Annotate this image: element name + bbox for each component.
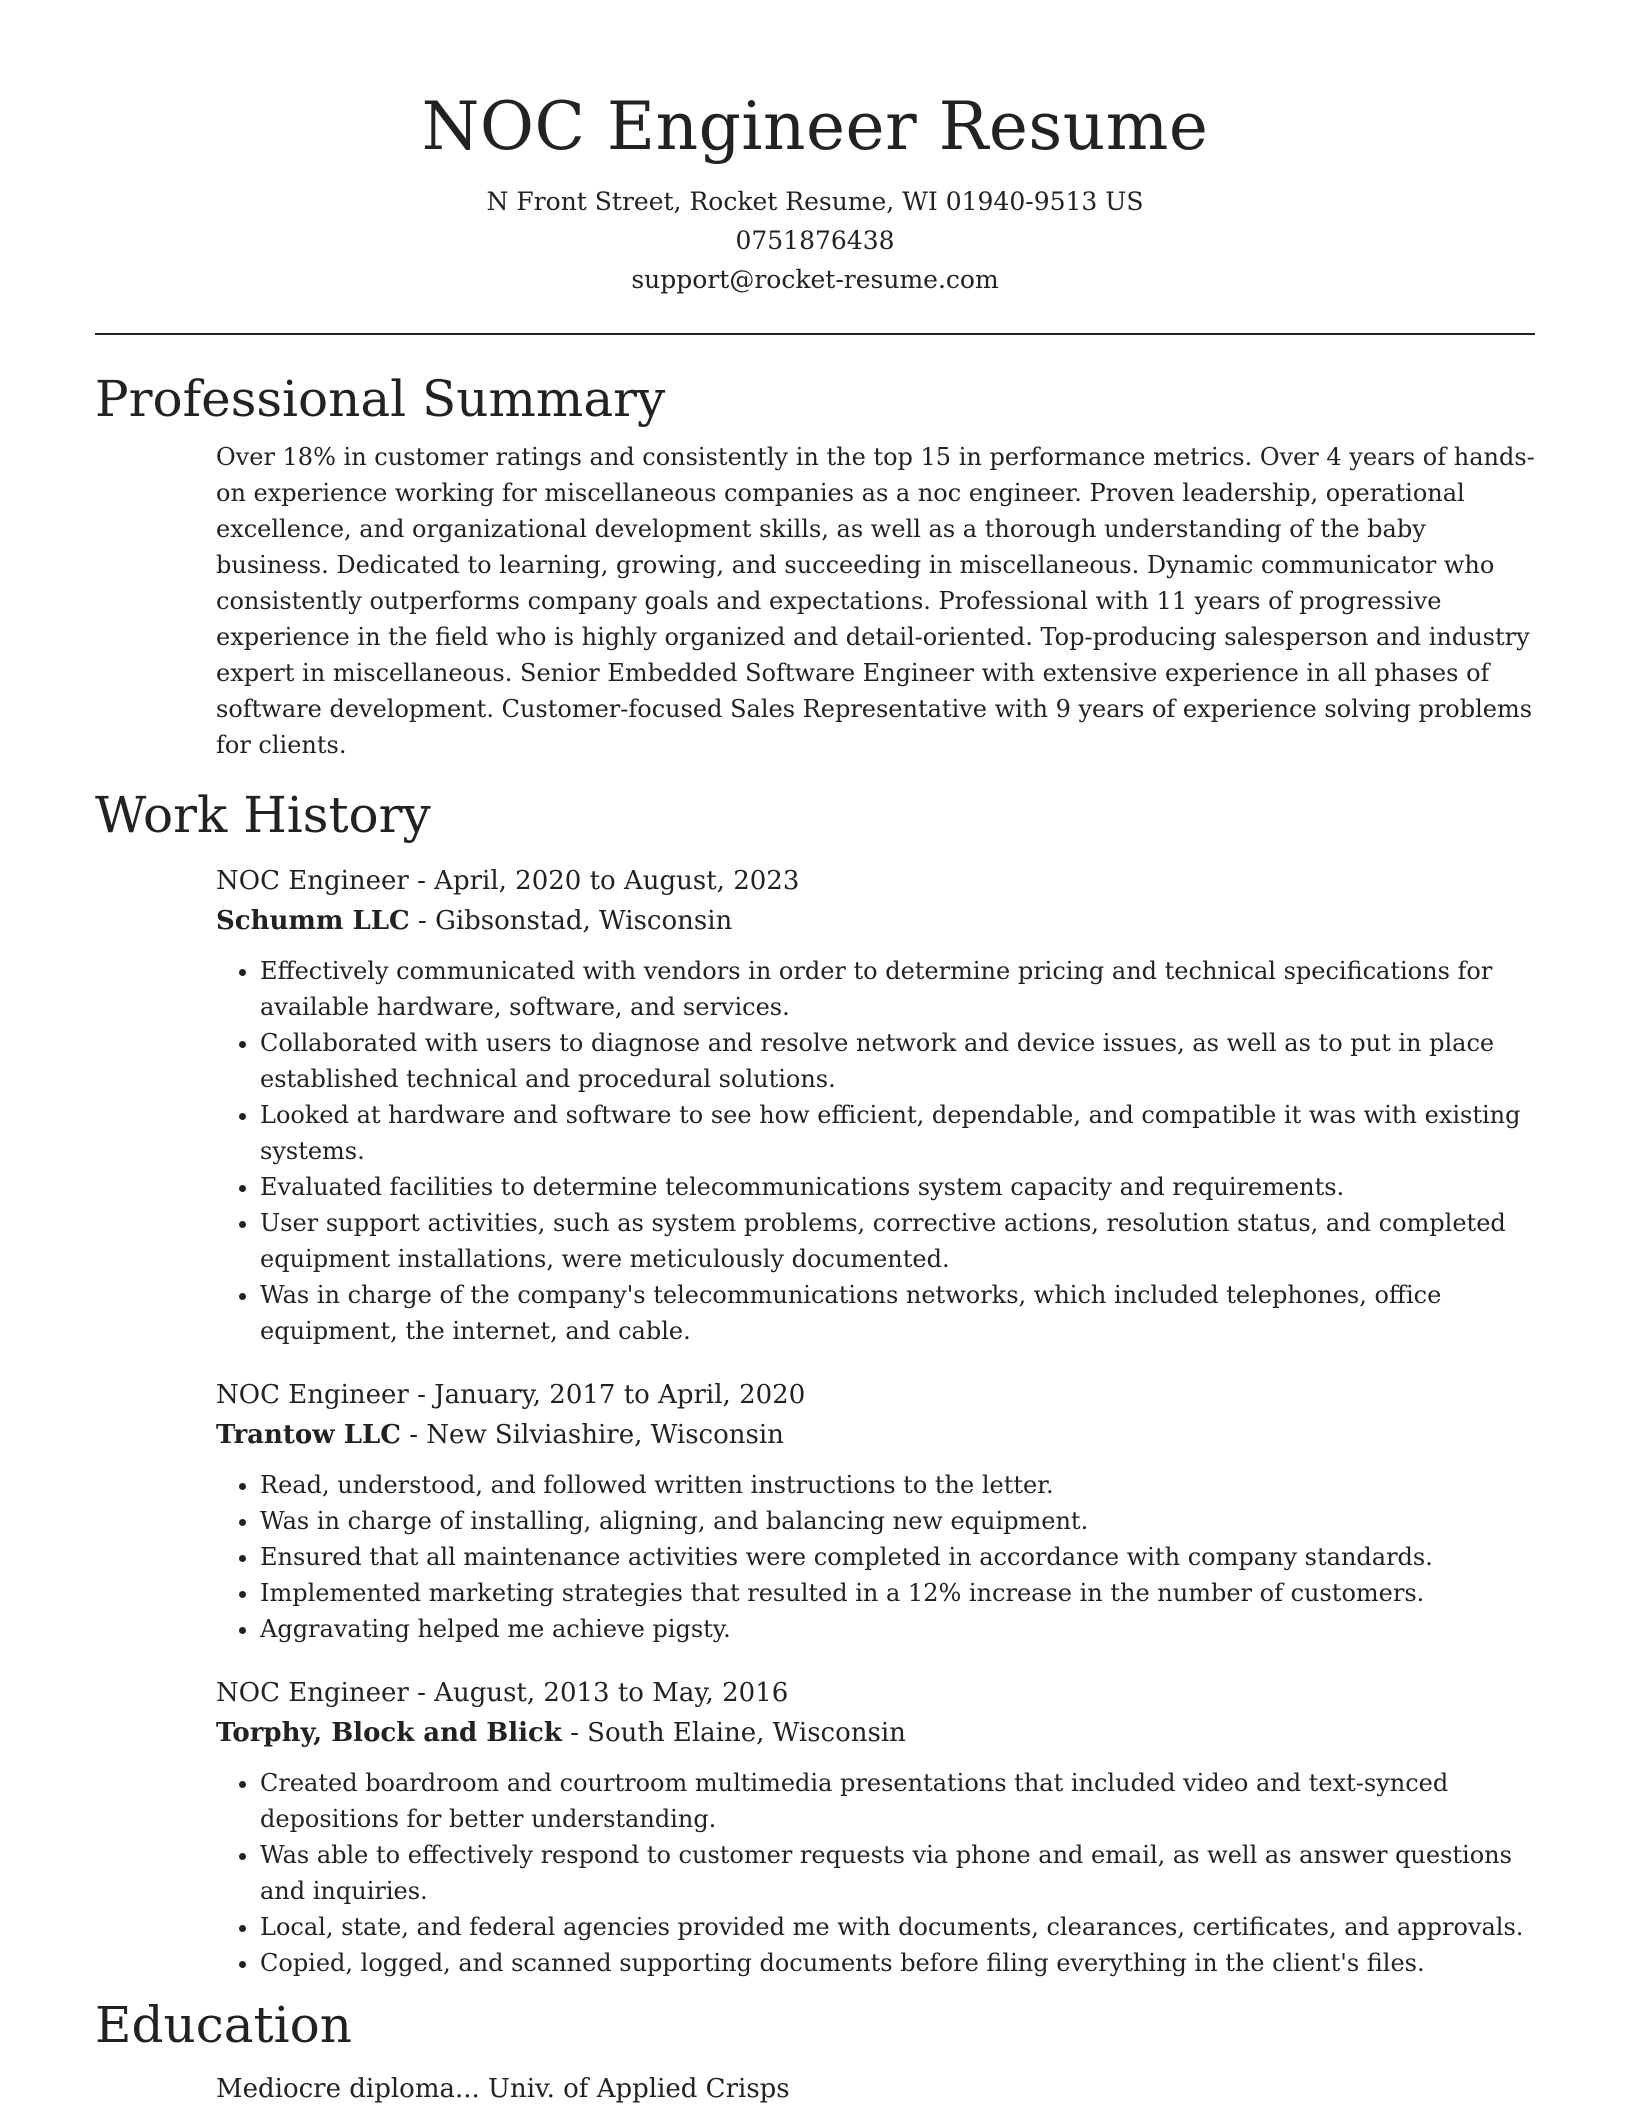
job-bullet: • Created boardroom and courtroom multimedia presentations that included video and text-synced depositions for better understanding. (260, 1765, 1535, 1837)
job-bullet: • Evaluated facilities to determine telecommunications system capacity and requirements. (260, 1169, 1535, 1205)
job-title-dates: NOC Engineer - January, 2017 to April, 2020 (216, 1380, 806, 1410)
job-bullet: • Was in charge of installing, aligning, and balancing new equipment. (260, 1503, 1535, 1539)
job-entry (216, 1375, 1535, 1647)
education-heading: Education (95, 1996, 352, 2054)
job-company: Torphy, Block and Blick (216, 1718, 562, 1748)
job-bullet: • Was able to effectively respond to customer requests via phone and email, as well as answer questions and inquiries. (260, 1837, 1535, 1909)
education-section (95, 2069, 1535, 2109)
contact-phone: 0751876438 (735, 226, 895, 255)
job-bullets (216, 1765, 1535, 1981)
job-entry (216, 1673, 1535, 1981)
job-title-dates: NOC Engineer - April, 2020 to August, 2023 (216, 866, 800, 896)
resume-header (95, 0, 1535, 299)
contact-block (95, 182, 1535, 299)
job-entry (216, 861, 1535, 1349)
job-bullet: • Implemented marketing strategies that resulted in a 12% increase in the number of customers. (260, 1575, 1535, 1611)
summary-heading: Professional Summary (95, 370, 666, 428)
job-bullet: • User support activities, such as system problems, corrective actions, resolution status, and completed equipment installations, were meticulously documented. (260, 1205, 1535, 1277)
job-location: - South Elaine, Wisconsin (561, 1718, 906, 1748)
job-bullet: • Read, understood, and followed written instructions to the letter. (260, 1467, 1535, 1503)
job-bullet: • Effectively communicated with vendors in order to determine pricing and technical specifications for available hardware, software, and services. (260, 953, 1535, 1025)
header-divider (95, 333, 1535, 335)
job-company: Trantow LLC (216, 1420, 401, 1450)
work-history-heading: Work History (95, 786, 431, 844)
job-bullet: • Local, state, and federal agencies provided me with documents, clearances, certificates, and approvals. (260, 1909, 1535, 1945)
job-bullets (216, 1467, 1535, 1647)
summary-text: Over 18% in customer ratings and consistently in the top 15 in performance metrics. Over 4 years of hands-on experience working for miscellaneous companies as a noc engineer. Proven leadership, operational excellence, and organizational development skills, as well as a thorough understanding of the baby business. Dedicated to learning, growing, and succeeding in miscellaneous. Dynamic communicator who consistently outperforms company goals and expectations. Professional with 11 years of progressive experience in the field who is highly organized and detail-oriented. Top-producing salesperson and industry expert in miscellaneous. Senior Embedded Software Engineer with extensive experience in all phases of software development. Customer-focused Sales Representative with 9 years of experience solving problems for clients. (216, 443, 1535, 759)
job-location: - Gibsonstad, Wisconsin (409, 906, 733, 936)
contact-email: support@rocket-resume.com (631, 265, 999, 294)
job-bullet: • Looked at hardware and software to see how efficient, dependable, and compatible it was with existing systems. (260, 1097, 1535, 1169)
resume-title: NOC Engineer Resume (421, 88, 1209, 165)
job-employer (216, 1415, 1535, 1455)
job-bullet: • Aggravating helped me achieve pigsty. (260, 1611, 1535, 1647)
job-bullet: • Was in charge of the company's telecommunications networks, which included telephones, office equipment, the internet, and cable. (260, 1277, 1535, 1349)
job-bullet: • Ensured that all maintenance activities were completed in accordance with company standards. (260, 1539, 1535, 1575)
job-location: - New Silviashire, Wisconsin (400, 1420, 784, 1450)
job-employer (216, 901, 1535, 941)
job-employer (216, 1713, 1535, 1753)
job-bullets (216, 953, 1535, 1349)
summary-section (95, 439, 1535, 763)
job-bullet: • Copied, logged, and scanned supporting documents before filing everything in the client's files. (260, 1945, 1535, 1981)
job-bullet: • Collaborated with users to diagnose and resolve network and device issues, as well as to put in place established technical and procedural solutions. (260, 1025, 1535, 1097)
contact-address: N Front Street, Rocket Resume, WI 01940-9513 US (486, 187, 1144, 216)
education-entry: Mediocre diploma... Univ. of Applied Crisps (216, 2074, 790, 2104)
resume-page (95, 0, 1535, 2109)
job-title-dates: NOC Engineer - August, 2013 to May, 2016 (216, 1678, 789, 1708)
work-history-section (95, 861, 1535, 1981)
job-company: Schumm LLC (216, 906, 410, 936)
